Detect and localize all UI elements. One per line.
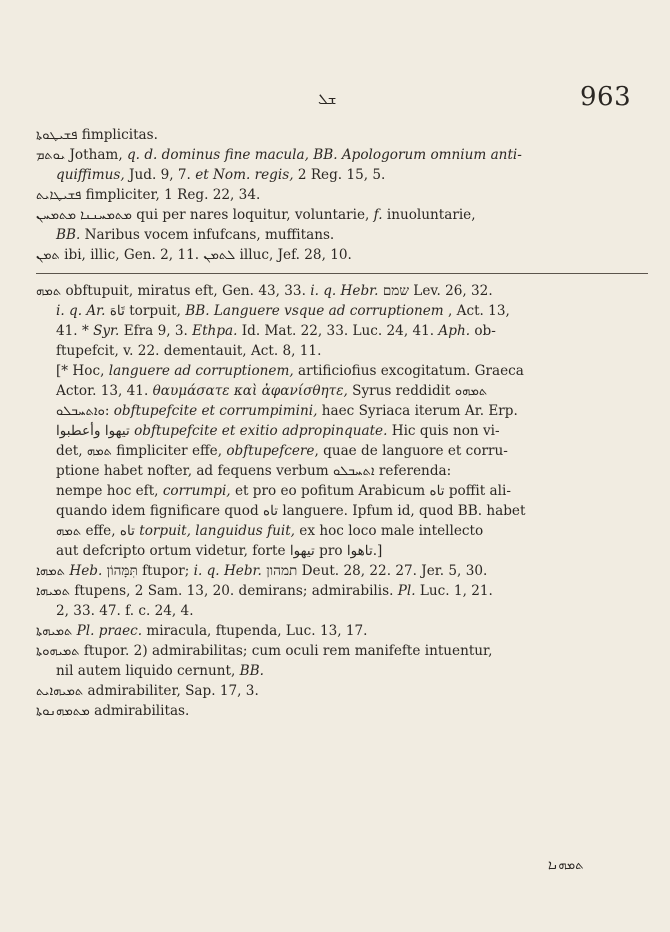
syriac-headword: ܬܡܝܗܐܝܬ <box>36 684 84 699</box>
entry-text: i. q. Hebr. <box>310 283 379 299</box>
entry-text: det, <box>56 443 87 459</box>
syriac-headword: ܬܡܝܗܐ <box>36 584 71 599</box>
entry-text: תמהון Deut. 28, 22. 27. Jer. 5, 30. <box>261 563 488 579</box>
entries-block-2 <box>36 282 648 361</box>
page-number: 963 <box>580 82 632 112</box>
note-line <box>56 422 648 441</box>
entry-text: Id. Mat. 22, 33. Luc. 24, 41. <box>237 323 439 339</box>
dictionary-entry <box>36 582 648 601</box>
entry-text: et Nom. regis, <box>195 167 294 183</box>
page-header <box>0 80 670 120</box>
syriac-headword: ܬܡܝܗܬܐ <box>36 624 73 639</box>
entry-text: Aph. <box>438 323 471 339</box>
entry-text: fimpliciter effe, <box>111 443 227 459</box>
entry-text: obftupuit, miratus eft, Gen. 43, 33. <box>61 283 311 299</box>
entry-text: BB. Languere vsque ad corruptionem <box>185 303 444 319</box>
note-line <box>56 362 648 381</box>
syriac-headword: ܡܬܡܚܢܢܐ ܡܬܡܚܢ <box>36 208 132 223</box>
entry-text: ex hoc loco male intellecto <box>294 523 484 539</box>
entry-text: fimplicitas. <box>77 127 158 143</box>
section-rule <box>36 273 648 274</box>
entry-continuation <box>36 302 648 321</box>
note-line <box>56 522 648 541</box>
note-line <box>56 442 648 461</box>
entry-text: تيهوا وأعطبوا <box>56 423 135 439</box>
entry-text: nempe hoc eft, <box>56 483 163 499</box>
entries-block-1 <box>36 126 648 265</box>
dictionary-entry <box>36 622 648 641</box>
note-line <box>56 402 648 421</box>
entry-text: ftupor. 2) admirabilitas; cum oculi rem manifefte intuentur, <box>79 643 493 659</box>
dictionary-entry <box>36 562 648 581</box>
running-head: ܫܠ <box>318 90 337 108</box>
entry-text: ftupefcit, v. 22. dementauit, Act. 8, 11. <box>56 343 322 359</box>
entry-text: Efra 9, 3. <box>119 323 193 339</box>
entry-text: تَاهَ torpuit, <box>105 303 186 319</box>
entry-text: nil autem liquido cernunt, <box>56 663 240 679</box>
entry-text: obftupefcite et corrumpimini, <box>113 403 318 419</box>
entry-text: torpuit, languidus fuit, <box>139 523 295 539</box>
entry-text: θαυμάσατε καὶ ἀφανίσθητε, <box>152 383 348 399</box>
entry-continuation <box>36 166 648 185</box>
entry-continuation <box>36 226 648 245</box>
entry-text: et pro eo pofitum Arabicum تاه poffit ali- <box>230 483 511 499</box>
entry-text: , Act. 13, <box>443 303 510 319</box>
entry-text: referenda: <box>374 463 452 479</box>
entry-text: ibi, illic, Gen. 2, 11. <box>59 247 204 263</box>
entry-text: admirabilitas. <box>89 703 190 719</box>
dictionary-entry <box>36 146 648 165</box>
entry-text: quando idem fignificare quod تاه languere. Ipfum id, quod BB. habet <box>56 503 526 519</box>
entry-text: שמם Lev. 26, 32. <box>378 283 493 299</box>
note-line <box>56 542 648 561</box>
syriac-headword: ܦܫܝܛܐܝܬ <box>36 188 82 203</box>
syriac-headword: ܬܡܗܘ <box>454 384 488 399</box>
syriac-headword: ܦܫܝܛܘܬܐ <box>36 128 78 143</box>
note-line <box>56 502 648 521</box>
entry-text: Syr. <box>93 323 120 339</box>
entry-text: artificiofius excogitatum. Graeca <box>293 363 524 379</box>
syriac-headword: ܬܡܗ <box>56 524 82 539</box>
entry-continuation <box>36 342 648 361</box>
entry-text: Syrus reddidit <box>347 383 455 399</box>
entry-text: ob- <box>470 323 496 339</box>
entry-text: i. q. Ar. <box>56 303 106 319</box>
catchword: ܬܡܗܢܐ <box>548 858 584 873</box>
entry-continuation <box>36 602 648 621</box>
dictionary-entry <box>36 186 648 205</box>
syriac-headword: ܐܬܚܒܠܘ <box>332 464 375 479</box>
entry-text: aut defcripto ortum videtur, forte تيهوا pro تاهوا.] <box>56 543 383 559</box>
entry-text: quiffimus, <box>56 167 125 183</box>
entry-text: q. d. dominus fine macula, BB. Apologorum omnium anti- <box>126 147 522 163</box>
entry-text: Pl. <box>397 583 416 599</box>
syriac-headword: ܬܡܝܗܘܬܐ <box>36 644 80 659</box>
dictionary-entry <box>36 642 648 661</box>
entry-text: תִּמָּהוֹן ftupor; <box>102 563 194 579</box>
entry-continuation <box>36 322 648 341</box>
syriac-headword: ܡܬܡܗܢܘܬܐ <box>36 704 90 719</box>
entry-text: fimpliciter, 1 Reg. 22, 34. <box>81 187 261 203</box>
entry-text: : <box>104 403 114 419</box>
entry-text: BB. <box>56 227 81 243</box>
entry-text: Hic quis non vi- <box>387 423 500 439</box>
entry-text: Pl. praec. <box>76 623 143 639</box>
dictionary-entry <box>36 126 648 145</box>
note-line <box>56 482 648 501</box>
note-line <box>56 462 648 481</box>
entry-text: effe, تاه <box>81 523 140 539</box>
syriac-headword: ܬܡܗܐ <box>36 564 66 579</box>
entry-continuation <box>36 662 648 681</box>
entries-block-3 <box>36 562 648 721</box>
entry-text: f. <box>373 207 383 223</box>
syriac-headword: ܠܬܡܢ <box>203 248 236 263</box>
entry-text: Actor. 13, 41. <box>56 383 153 399</box>
entry-text: ptione habet nofter, ad fequens verbum <box>56 463 333 479</box>
entry-text: languere ad corruptionem, <box>108 363 294 379</box>
dictionary-entry <box>36 682 648 701</box>
entry-text: qui per nares loquitur, voluntarie, <box>131 207 374 223</box>
dictionary-entry <box>36 206 648 225</box>
entry-text: 2, 33. 47. f. c. 24, 4. <box>56 603 194 619</box>
dictionary-entry <box>36 702 648 721</box>
note-line <box>56 382 648 401</box>
entry-text: Heb. <box>69 563 103 579</box>
entry-text: BB. <box>239 663 264 679</box>
entry-text: admirabiliter, Sap. 17, 3. <box>83 683 259 699</box>
entry-text: inuoluntarie, <box>382 207 476 223</box>
entry-text: ftupens, 2 Sam. 13, 20. demirans; admirabilis. <box>70 583 398 599</box>
entry-text: 2 Reg. 15, 5. <box>293 167 386 183</box>
dictionary-entry <box>36 282 648 301</box>
editorial-note <box>36 362 648 561</box>
entry-text: miracula, ftupenda, Luc. 13, 17. <box>142 623 368 639</box>
entry-text: [* Hoc, <box>56 363 109 379</box>
entry-text: Luc. 1, 21. <box>415 583 493 599</box>
page-content <box>36 126 648 722</box>
syriac-headword: ܬܡܗ <box>36 284 62 299</box>
entry-text: obftupefcere <box>226 443 315 459</box>
entry-text: obftupefcite et exitio adpropinquate. <box>134 423 388 439</box>
entry-text: , quae de languore et corru- <box>314 443 508 459</box>
syriac-headword: ܬܡܗ <box>86 444 112 459</box>
entry-text: illuc, Jef. 28, 10. <box>235 247 352 263</box>
entry-text: 41. * <box>56 323 94 339</box>
entry-text: Ethpa. <box>192 323 238 339</box>
dictionary-entry <box>36 246 648 265</box>
syriac-headword: ܬܡܢ <box>36 248 60 263</box>
syriac-headword: ܘܐܬܚܒܠܘ <box>56 404 105 419</box>
entry-text: Naribus vocem infufcans, muffitans. <box>80 227 335 243</box>
entry-text: i. q. Hebr. <box>193 563 262 579</box>
entry-text: haec Syriaca iterum Ar. Erp. <box>317 403 518 419</box>
entry-text: Jud. 9, 7. <box>124 167 196 183</box>
syriac-headword: ܝܘܬܡ <box>36 148 66 163</box>
entry-text: Jotham, <box>65 147 127 163</box>
entry-text: corrumpi, <box>162 483 231 499</box>
